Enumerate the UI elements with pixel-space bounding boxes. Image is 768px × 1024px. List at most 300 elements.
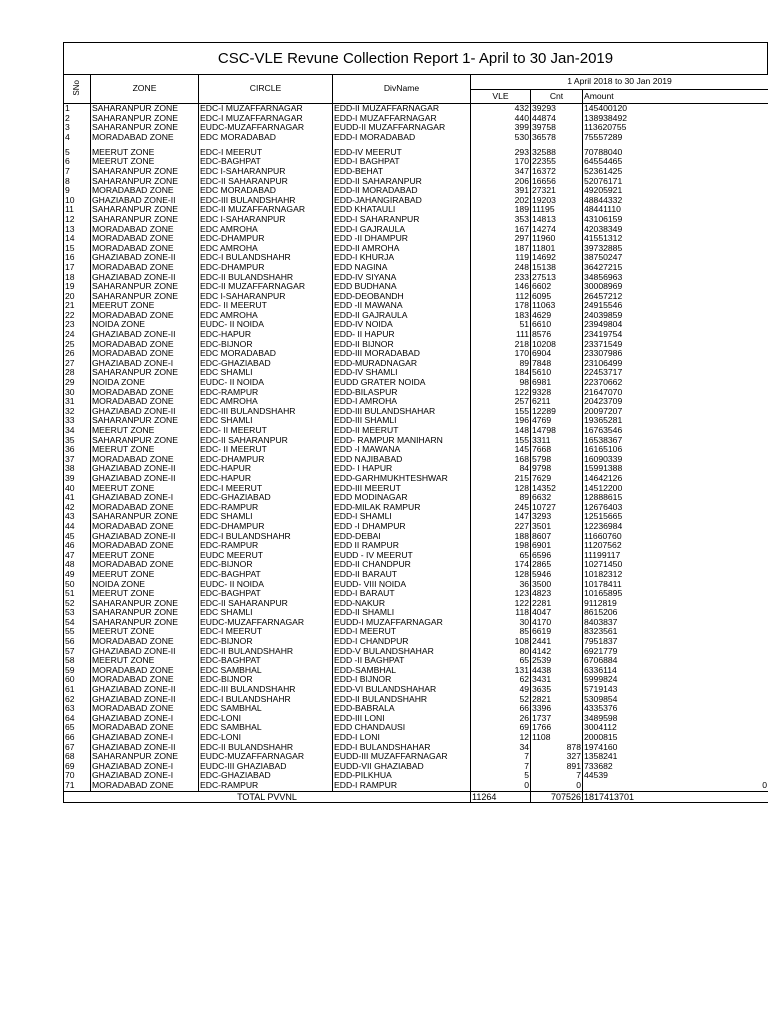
row-divname: EUDD-VII GHAZIABAD bbox=[333, 762, 471, 772]
row-circle: EDC- II MEERUT bbox=[199, 426, 333, 436]
row-vle: 128 bbox=[471, 484, 531, 494]
row-sno: 45 bbox=[64, 532, 91, 542]
row-cnt: 11063 bbox=[531, 301, 583, 311]
row-vle: 0 bbox=[471, 781, 531, 791]
row-cnt: 1108 bbox=[531, 733, 583, 743]
row-amount: 2000815 bbox=[583, 733, 768, 743]
row-vle: 69 bbox=[471, 723, 531, 733]
row-amount: 70788040 bbox=[583, 148, 768, 158]
row-zone: MEERUT ZONE bbox=[91, 656, 199, 666]
row-divname: EDD-I BARAUT bbox=[333, 589, 471, 599]
row-sno: 28 bbox=[64, 368, 91, 378]
row-zone: MORADABAD ZONE bbox=[91, 455, 199, 465]
row-divname: EDD-JAHANGIRABAD bbox=[333, 196, 471, 206]
row-divname: EDD-II SAHARANPUR bbox=[333, 177, 471, 187]
row-cnt: 2281 bbox=[531, 599, 583, 609]
row-vle: 111 bbox=[471, 330, 531, 340]
row-sno: 53 bbox=[64, 608, 91, 618]
table-row bbox=[64, 378, 768, 388]
row-zone: SAHARANPUR ZONE bbox=[91, 215, 199, 225]
row-amount: 11660760 bbox=[583, 532, 768, 542]
row-divname: EDD-I MEERUT bbox=[333, 627, 471, 637]
row-cnt: 14798 bbox=[531, 426, 583, 436]
table-row bbox=[64, 157, 768, 167]
table-row bbox=[64, 436, 768, 446]
row-sno: 25 bbox=[64, 340, 91, 350]
row-zone: SAHARANPUR ZONE bbox=[91, 292, 199, 302]
row-sno: 3 bbox=[64, 123, 91, 133]
row-divname: EDD- I HAPUR bbox=[333, 464, 471, 474]
row-cnt: 4047 bbox=[531, 608, 583, 618]
row-amount: 10165895 bbox=[583, 589, 768, 599]
row-cnt: 327 bbox=[531, 752, 583, 762]
row-vle: 108 bbox=[471, 637, 531, 647]
table-row bbox=[64, 123, 768, 133]
row-zone: SAHARANPUR ZONE bbox=[91, 104, 199, 114]
table-row bbox=[64, 397, 768, 407]
row-sno: 9 bbox=[64, 186, 91, 196]
row-zone: MEERUT ZONE bbox=[91, 570, 199, 580]
row-zone: MORADABAD ZONE bbox=[91, 666, 199, 676]
table-row bbox=[64, 599, 768, 609]
row-sno: 13 bbox=[64, 225, 91, 235]
row-divname: EDD-III MEERUT bbox=[333, 484, 471, 494]
row-circle: EDC AMROHA bbox=[199, 225, 333, 235]
row-circle: EDC-DHAMPUR bbox=[199, 455, 333, 465]
row-divname: EDD-III LONI bbox=[333, 714, 471, 724]
table-row bbox=[64, 205, 768, 215]
table-row bbox=[64, 407, 768, 417]
row-circle: EDC SAMBHAL bbox=[199, 723, 333, 733]
row-vle: 248 bbox=[471, 263, 531, 273]
row-vle: 65 bbox=[471, 551, 531, 561]
row-divname: EDD-I MORADABAD bbox=[333, 133, 471, 148]
row-circle: EDC MORADABAD bbox=[199, 349, 333, 359]
row-vle: 432 bbox=[471, 104, 531, 114]
row-zone: MEERUT ZONE bbox=[91, 426, 199, 436]
row-cnt: 16656 bbox=[531, 177, 583, 187]
table-row bbox=[64, 340, 768, 350]
row-cnt: 7629 bbox=[531, 474, 583, 484]
row-circle: EDC-BAGHPAT bbox=[199, 589, 333, 599]
row-zone: SAHARANPUR ZONE bbox=[91, 752, 199, 762]
row-circle: EDC-II SAHARANPUR bbox=[199, 436, 333, 446]
row-circle: EDC SAMBHAL bbox=[199, 704, 333, 714]
row-amount: 22370662 bbox=[583, 378, 768, 388]
row-vle: 30 bbox=[471, 618, 531, 628]
row-cnt: 0 bbox=[531, 781, 583, 791]
row-amount: 8403837 bbox=[583, 618, 768, 628]
row-vle: 215 bbox=[471, 474, 531, 484]
row-circle: EDC-LONI bbox=[199, 733, 333, 743]
row-zone: GHAZIABAD ZONE-I bbox=[91, 762, 199, 772]
row-amount: 113620755 bbox=[583, 123, 768, 133]
row-zone: GHAZIABAD ZONE-II bbox=[91, 685, 199, 695]
row-sno: 59 bbox=[64, 666, 91, 676]
row-circle: EDC-DHAMPUR bbox=[199, 522, 333, 532]
row-amount: 12236984 bbox=[583, 522, 768, 532]
row-divname: EDD-I RAMPUR bbox=[333, 781, 471, 791]
row-vle: 170 bbox=[471, 157, 531, 167]
row-zone: MORADABAD ZONE bbox=[91, 263, 199, 273]
row-vle: 202 bbox=[471, 196, 531, 206]
row-vle: 131 bbox=[471, 666, 531, 676]
row-amount: 21647070 bbox=[583, 388, 768, 398]
table-row bbox=[64, 503, 768, 513]
row-circle: EDC-II MUZAFFARNAGAR bbox=[199, 282, 333, 292]
row-circle: EDC-II MUZAFFARNAGAR bbox=[199, 205, 333, 215]
row-amount: 23371549 bbox=[583, 340, 768, 350]
row-vle: 233 bbox=[471, 273, 531, 283]
row-vle: 5 bbox=[471, 771, 531, 781]
row-sno: 14 bbox=[64, 234, 91, 244]
row-circle: EDC I-SAHARANPUR bbox=[199, 292, 333, 302]
row-cnt: 22355 bbox=[531, 157, 583, 167]
row-vle: 146 bbox=[471, 282, 531, 292]
row-circle: EDC-I MEERUT bbox=[199, 627, 333, 637]
row-zone: MEERUT ZONE bbox=[91, 157, 199, 167]
row-sno: 48 bbox=[64, 560, 91, 570]
table-row bbox=[64, 114, 768, 124]
row-cnt: 3311 bbox=[531, 436, 583, 446]
row-amount: 12515665 bbox=[583, 512, 768, 522]
row-vle: 399 bbox=[471, 123, 531, 133]
row-sno: 42 bbox=[64, 503, 91, 513]
row-divname: EDD- II HAPUR bbox=[333, 330, 471, 340]
row-vle: 34 bbox=[471, 743, 531, 753]
row-zone: MORADABAD ZONE bbox=[91, 704, 199, 714]
row-amount: 16763546 bbox=[583, 426, 768, 436]
row-cnt: 6901 bbox=[531, 541, 583, 551]
row-amount: 38750247 bbox=[583, 253, 768, 263]
row-cnt: 4142 bbox=[531, 647, 583, 657]
row-zone: GHAZIABAD ZONE-II bbox=[91, 464, 199, 474]
row-cnt: 878 bbox=[531, 743, 583, 753]
row-zone: GHAZIABAD ZONE-I bbox=[91, 771, 199, 781]
row-cnt: 4170 bbox=[531, 618, 583, 628]
table-row bbox=[64, 627, 768, 637]
row-sno: 11 bbox=[64, 205, 91, 215]
table-row bbox=[64, 647, 768, 657]
row-vle: 128 bbox=[471, 570, 531, 580]
row-sno: 35 bbox=[64, 436, 91, 446]
row-zone: NOIDA ZONE bbox=[91, 378, 199, 388]
row-amount: 733682 bbox=[583, 762, 768, 772]
row-amount: 9112819 bbox=[583, 599, 768, 609]
table-row bbox=[64, 282, 768, 292]
row-sno: 16 bbox=[64, 253, 91, 263]
row-cnt: 6211 bbox=[531, 397, 583, 407]
row-vle: 84 bbox=[471, 464, 531, 474]
row-amount: 22453717 bbox=[583, 368, 768, 378]
row-cnt: 27513 bbox=[531, 273, 583, 283]
table-row bbox=[64, 273, 768, 283]
table-row bbox=[64, 762, 768, 772]
row-amount: 11207562 bbox=[583, 541, 768, 551]
row-amount: 24039859 bbox=[583, 311, 768, 321]
row-divname: EDD-II GAJRAULA bbox=[333, 311, 471, 321]
table-row bbox=[64, 234, 768, 244]
row-zone: MORADABAD ZONE bbox=[91, 388, 199, 398]
table-row bbox=[64, 455, 768, 465]
row-circle: EDC SHAMLI bbox=[199, 608, 333, 618]
row-circle: EDC-LONI bbox=[199, 714, 333, 724]
row-cnt: 39293 bbox=[531, 104, 583, 114]
row-vle: 145 bbox=[471, 445, 531, 455]
row-sno: 4 bbox=[64, 133, 91, 148]
row-amount: 15991388 bbox=[583, 464, 768, 474]
table-row bbox=[64, 532, 768, 542]
row-cnt: 891 bbox=[531, 762, 583, 772]
row-divname: EDD-III BULANDSHAHAR bbox=[333, 407, 471, 417]
row-zone: NOIDA ZONE bbox=[91, 320, 199, 330]
row-vle: 353 bbox=[471, 215, 531, 225]
row-zone: MORADABAD ZONE bbox=[91, 397, 199, 407]
row-divname: EDD-IV SIYANA bbox=[333, 273, 471, 283]
table-row bbox=[64, 771, 768, 781]
row-amount: 75557289 bbox=[583, 133, 768, 148]
row-sno: 1 bbox=[64, 104, 91, 114]
row-sno: 7 bbox=[64, 167, 91, 177]
row-circle: EDC SHAMLI bbox=[199, 368, 333, 378]
table-row bbox=[64, 685, 768, 695]
row-amount: 12888615 bbox=[583, 493, 768, 503]
row-vle: 123 bbox=[471, 589, 531, 599]
row-zone: GHAZIABAD ZONE-II bbox=[91, 253, 199, 263]
row-circle: EDC-GHAZIABAD bbox=[199, 771, 333, 781]
row-vle: 89 bbox=[471, 493, 531, 503]
row-divname: EDD-II BARAUT bbox=[333, 570, 471, 580]
row-divname: EDD BUDHANA bbox=[333, 282, 471, 292]
row-zone: MORADABAD ZONE bbox=[91, 186, 199, 196]
table-row bbox=[64, 167, 768, 177]
row-zone: MORADABAD ZONE bbox=[91, 503, 199, 513]
row-cnt: 16372 bbox=[531, 167, 583, 177]
row-vle: 168 bbox=[471, 455, 531, 465]
row-zone: MORADABAD ZONE bbox=[91, 637, 199, 647]
row-amount: 14642126 bbox=[583, 474, 768, 484]
row-circle: EDC-III BULANDSHAHR bbox=[199, 196, 333, 206]
row-vle: 293 bbox=[471, 148, 531, 158]
row-amount: 1974160 bbox=[583, 743, 768, 753]
row-sno: 64 bbox=[64, 714, 91, 724]
row-amount: 23106499 bbox=[583, 359, 768, 369]
row-sno: 5 bbox=[64, 148, 91, 158]
row-divname: EDD II RAMPUR bbox=[333, 541, 471, 551]
row-circle: EDC-I MUZAFFARNAGAR bbox=[199, 114, 333, 124]
total-label: TOTAL PVVNL bbox=[64, 791, 471, 802]
row-divname: EUDD-I MUZAFFARNAGAR bbox=[333, 618, 471, 628]
table-row bbox=[64, 148, 768, 158]
row-divname: EDD-IV MEERUT bbox=[333, 148, 471, 158]
row-zone: GHAZIABAD ZONE-II bbox=[91, 273, 199, 283]
row-divname: EDD-I BIJNOR bbox=[333, 675, 471, 685]
row-amount: 3489598 bbox=[583, 714, 768, 724]
row-circle: EDC MORADABAD bbox=[199, 186, 333, 196]
row-sno: 22 bbox=[64, 311, 91, 321]
row-circle: EDC-BIJNOR bbox=[199, 560, 333, 570]
row-sno: 44 bbox=[64, 522, 91, 532]
row-sno: 61 bbox=[64, 685, 91, 695]
row-amount: 16538367 bbox=[583, 436, 768, 446]
row-zone: MEERUT ZONE bbox=[91, 551, 199, 561]
row-divname: EDD-GARHMUKHTESHWAR bbox=[333, 474, 471, 484]
row-amount: 49205921 bbox=[583, 186, 768, 196]
row-zone: MORADABAD ZONE bbox=[91, 522, 199, 532]
table-row bbox=[64, 522, 768, 532]
row-divname: EDD-II MUZAFFARNAGAR bbox=[333, 104, 471, 114]
row-vle: 257 bbox=[471, 397, 531, 407]
row-circle: EDC SHAMLI bbox=[199, 416, 333, 426]
row-circle: EDC-BAGHPAT bbox=[199, 656, 333, 666]
row-divname: EDD-II CHANDPUR bbox=[333, 560, 471, 570]
row-amount: 6336114 bbox=[583, 666, 768, 676]
row-zone: MEERUT ZONE bbox=[91, 627, 199, 637]
row-vle: 89 bbox=[471, 359, 531, 369]
table-row bbox=[64, 551, 768, 561]
row-sno: 43 bbox=[64, 512, 91, 522]
row-circle: EUDC-MUZAFFARNAGAR bbox=[199, 618, 333, 628]
row-cnt: 11960 bbox=[531, 234, 583, 244]
row-vle: 187 bbox=[471, 244, 531, 254]
row-vle: 122 bbox=[471, 599, 531, 609]
row-zone: SAHARANPUR ZONE bbox=[91, 512, 199, 522]
row-sno: 30 bbox=[64, 388, 91, 398]
row-vle: 119 bbox=[471, 253, 531, 263]
row-divname: EDD MODINAGAR bbox=[333, 493, 471, 503]
table-row bbox=[64, 675, 768, 685]
row-sno: 69 bbox=[64, 762, 91, 772]
row-cnt: 11801 bbox=[531, 244, 583, 254]
row-vle: 189 bbox=[471, 205, 531, 215]
row-divname: EDD-II BIJNOR bbox=[333, 340, 471, 350]
row-vle: 12 bbox=[471, 733, 531, 743]
row-divname: EDD-I CHANDPUR bbox=[333, 637, 471, 647]
row-vle: 122 bbox=[471, 388, 531, 398]
row-cnt: 3293 bbox=[531, 512, 583, 522]
row-sno: 63 bbox=[64, 704, 91, 714]
row-cnt: 7668 bbox=[531, 445, 583, 455]
row-circle: EDC-I MUZAFFARNAGAR bbox=[199, 104, 333, 114]
row-cnt: 4769 bbox=[531, 416, 583, 426]
period-header: 1 April 2018 to 30 Jan 2019 bbox=[471, 75, 768, 90]
row-circle: EDC-III BULANDSHAHR bbox=[199, 685, 333, 695]
row-cnt: 12289 bbox=[531, 407, 583, 417]
row-amount: 7951837 bbox=[583, 637, 768, 647]
row-cnt: 9798 bbox=[531, 464, 583, 474]
row-zone: MORADABAD ZONE bbox=[91, 560, 199, 570]
row-cnt: 3501 bbox=[531, 522, 583, 532]
row-divname: EDD-II MORADABAD bbox=[333, 186, 471, 196]
row-zone: MORADABAD ZONE bbox=[91, 541, 199, 551]
table-row bbox=[64, 244, 768, 254]
row-vle: 65 bbox=[471, 656, 531, 666]
row-cnt: 7848 bbox=[531, 359, 583, 369]
row-zone: GHAZIABAD ZONE-II bbox=[91, 532, 199, 542]
table-row bbox=[64, 301, 768, 311]
row-amount: 19365281 bbox=[583, 416, 768, 426]
table-row bbox=[64, 493, 768, 503]
table-row bbox=[64, 512, 768, 522]
row-circle: EDC AMROHA bbox=[199, 244, 333, 254]
row-divname: EDD-SAMBHAL bbox=[333, 666, 471, 676]
row-cnt: 6981 bbox=[531, 378, 583, 388]
row-circle: EDC I-SAHARANPUR bbox=[199, 215, 333, 225]
table-row bbox=[64, 445, 768, 455]
row-circle: EDC- II MEERUT bbox=[199, 301, 333, 311]
divname-header: DivName bbox=[333, 75, 471, 104]
row-sno: 15 bbox=[64, 244, 91, 254]
table-row bbox=[64, 349, 768, 359]
table-row bbox=[64, 733, 768, 743]
row-sno: 10 bbox=[64, 196, 91, 206]
row-vle: 440 bbox=[471, 114, 531, 124]
row-divname: EDD-II BULANDSHAHR bbox=[333, 695, 471, 705]
row-amount: 145400120 bbox=[583, 104, 768, 114]
row-circle: EDC-BAGHPAT bbox=[199, 157, 333, 167]
row-divname: EDD -II DHAMPUR bbox=[333, 234, 471, 244]
table-row bbox=[64, 695, 768, 705]
row-sno: 37 bbox=[64, 455, 91, 465]
row-circle: EDC-GHAZIABAD bbox=[199, 493, 333, 503]
row-cnt: 1737 bbox=[531, 714, 583, 724]
table-row bbox=[64, 263, 768, 273]
row-cnt: 3396 bbox=[531, 704, 583, 714]
row-cnt: 6095 bbox=[531, 292, 583, 302]
report-sheet bbox=[63, 42, 768, 803]
row-circle: EDC SHAMLI bbox=[199, 512, 333, 522]
row-cnt: 11195 bbox=[531, 205, 583, 215]
row-vle: 170 bbox=[471, 349, 531, 359]
row-divname: EDD-I BULANDSHAHAR bbox=[333, 743, 471, 753]
row-vle: 198 bbox=[471, 541, 531, 551]
row-divname: EDD-NAKUR bbox=[333, 599, 471, 609]
row-zone: SAHARANPUR ZONE bbox=[91, 368, 199, 378]
row-cnt: 15138 bbox=[531, 263, 583, 273]
table-row bbox=[64, 104, 768, 114]
row-zone: MORADABAD ZONE bbox=[91, 723, 199, 733]
row-divname: EDD-I SAHARANPUR bbox=[333, 215, 471, 225]
row-sno: 33 bbox=[64, 416, 91, 426]
row-zone: MORADABAD ZONE bbox=[91, 340, 199, 350]
row-circle: EDC MORADABAD bbox=[199, 133, 333, 148]
row-sno: 36 bbox=[64, 445, 91, 455]
row-divname: EDD KHATAULI bbox=[333, 205, 471, 215]
table-row bbox=[64, 618, 768, 628]
row-divname: EDD-II MEERUT bbox=[333, 426, 471, 436]
row-vle: 112 bbox=[471, 292, 531, 302]
row-divname: EUDD-III MUZAFFARNAGAR bbox=[333, 752, 471, 762]
table-row bbox=[64, 714, 768, 724]
row-amount: 0 bbox=[583, 781, 768, 791]
row-vle: 85 bbox=[471, 627, 531, 637]
table-row bbox=[64, 723, 768, 733]
row-sno: 60 bbox=[64, 675, 91, 685]
vle-header: VLE bbox=[471, 90, 531, 104]
row-circle: EDC AMROHA bbox=[199, 311, 333, 321]
table-row bbox=[64, 752, 768, 762]
row-sno: 56 bbox=[64, 637, 91, 647]
row-vle: 167 bbox=[471, 225, 531, 235]
row-sno: 58 bbox=[64, 656, 91, 666]
row-sno: 66 bbox=[64, 733, 91, 743]
row-zone: MEERUT ZONE bbox=[91, 484, 199, 494]
row-divname: EDD-III SHAMLI bbox=[333, 416, 471, 426]
table-row bbox=[64, 474, 768, 484]
row-cnt: 14274 bbox=[531, 225, 583, 235]
row-cnt: 3635 bbox=[531, 685, 583, 695]
row-sno: 24 bbox=[64, 330, 91, 340]
